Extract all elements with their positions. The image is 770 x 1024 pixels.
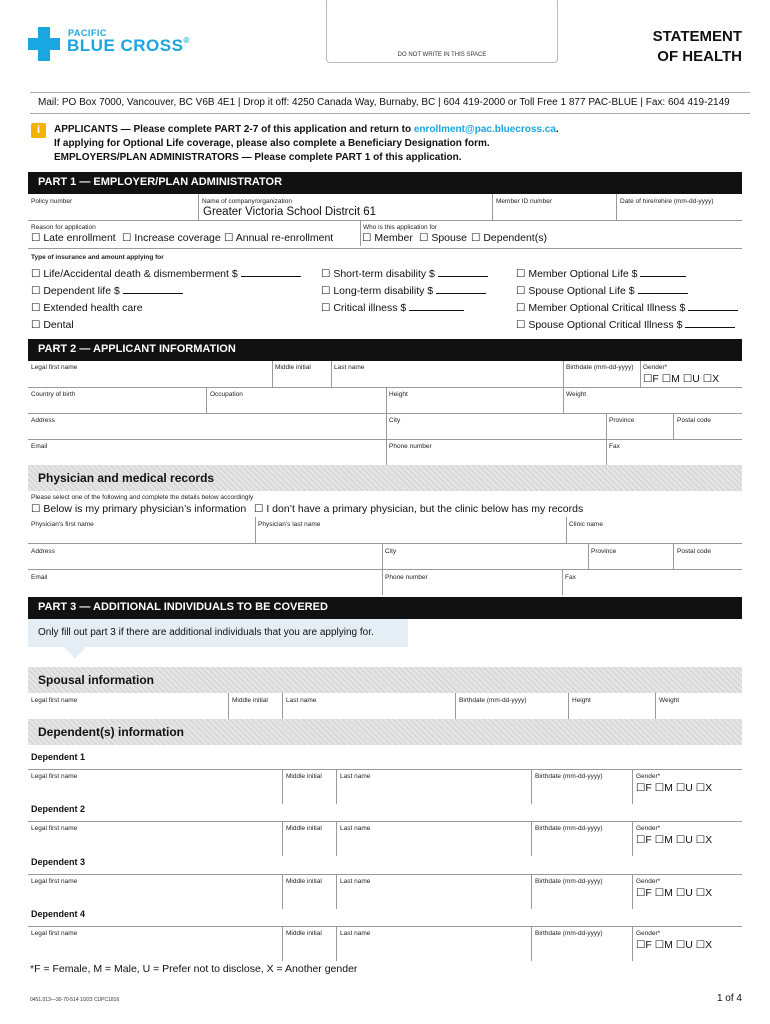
last-name-field[interactable]: Last name (334, 364, 365, 371)
spouse-middle-initial-field[interactable]: Middle initial (232, 697, 268, 704)
city-field[interactable]: City (389, 417, 401, 424)
spouse-weight-field[interactable]: Weight (659, 697, 680, 704)
dependent-birthdate-field[interactable]: Birthdate (mm-dd-yyyy) (535, 825, 603, 832)
dependent-gender-options[interactable]: ☐F ☐M ☐U ☐X (636, 939, 713, 951)
life-add-checkbox[interactable]: ☐ Life/Accidental death & dismemberment $ (31, 268, 301, 280)
primary-physician-checkbox[interactable]: ☐ Below is my primary physician’s information (31, 503, 247, 515)
late-enrollment-checkbox[interactable]: ☐ Late enrollment (31, 232, 116, 244)
physician-phone-field[interactable]: Phone number (385, 574, 428, 581)
dependent-birthdate-field[interactable]: Birthdate (mm-dd-yyyy) (535, 930, 603, 937)
part1-header: PART 1 — EMPLOYER/PLAN ADMINISTRATOR (28, 172, 742, 194)
dependent-last-name-field[interactable]: Last name (340, 825, 371, 832)
dependent-gender-label: Gender* (636, 773, 661, 780)
dependent-title: Dependent 4 (31, 909, 86, 919)
physician-instruction: Please select one of the following and complete the details below accordingly (31, 494, 254, 501)
dependent-title: Dependent 2 (31, 804, 86, 814)
birthdate-field[interactable]: Birthdate (mm-dd-yyyy) (566, 364, 634, 371)
country-of-birth-field[interactable]: Country of birth (31, 391, 76, 398)
dependent-gender-label: Gender* (636, 878, 661, 885)
member-optional-ci-checkbox[interactable]: ☐ Member Optional Critical Illness $ (516, 302, 738, 314)
member-checkbox[interactable]: ☐ Member (362, 232, 413, 244)
short-term-disability-checkbox[interactable]: ☐ Short-term disability $ (321, 268, 488, 280)
physician-last-name-field[interactable]: Physician’s last name (258, 521, 321, 528)
email-field[interactable]: Email (31, 443, 48, 450)
dependent-last-name-field[interactable]: Last name (340, 930, 371, 937)
dependent-birthdate-field[interactable]: Birthdate (mm-dd-yyyy) (535, 773, 603, 780)
form-number: 0451.013—30-70-514 10/23 CUPC1816 (30, 997, 120, 1003)
province-field[interactable]: Province (609, 417, 635, 424)
page-number: 1 of 4 (716, 993, 742, 1004)
part3-callout: Only fill out part 3 if there are additional individuals that you are applying for. (28, 619, 408, 647)
phone-field[interactable]: Phone number (389, 443, 432, 450)
dependent-first-name-field[interactable]: Legal first name (31, 773, 78, 780)
dependent-middle-initial-field[interactable]: Middle initial (286, 930, 322, 937)
spouse-optional-ci-checkbox[interactable]: ☐ Spouse Optional Critical Illness $ (516, 319, 735, 331)
critical-illness-checkbox[interactable]: ☐ Critical illness $ (321, 302, 464, 314)
spouse-optional-life-checkbox[interactable]: ☐ Spouse Optional Life $ (516, 285, 688, 297)
fax-field[interactable]: Fax (609, 443, 620, 450)
postal-code-field[interactable]: Postal code (677, 417, 711, 424)
dependent-title: Dependent 1 (31, 752, 86, 762)
physician-city-field[interactable]: City (385, 548, 397, 555)
brand-name: BLUE CROSS® (67, 36, 190, 55)
dependents-checkbox[interactable]: ☐ Dependent(s) (471, 232, 547, 244)
dependent-life-checkbox[interactable]: ☐ Dependent life $ (31, 285, 183, 297)
dependent-title: Dependent 3 (31, 857, 86, 867)
dependent-birthdate-field[interactable]: Birthdate (mm-dd-yyyy) (535, 878, 603, 885)
part2-header: PART 2 — APPLICANT INFORMATION (28, 339, 742, 361)
email-link[interactable]: enrollment@pac.bluecross.ca (413, 124, 556, 135)
callout-pointer (64, 647, 86, 659)
spouse-checkbox[interactable]: ☐ Spouse (419, 232, 467, 244)
spouse-height-field[interactable]: Height (572, 697, 591, 704)
dependent-gender-label: Gender* (636, 825, 661, 832)
physician-fax-field[interactable]: Fax (565, 574, 576, 581)
clinic-records-checkbox[interactable]: ☐ I don’t have a primary physician, but the clinic below has my records (254, 503, 584, 515)
dental-checkbox[interactable]: ☐ Dental (31, 319, 74, 331)
weight-field[interactable]: Weight (566, 391, 587, 398)
dependents-header: Dependent(s) information (28, 719, 742, 745)
info-icon: i (31, 123, 46, 138)
physician-province-field[interactable]: Province (591, 548, 617, 555)
page-title: STATEMENT OF HEALTH (652, 28, 742, 65)
insurance-type-label: Type of insurance and amount applying for (31, 254, 164, 261)
policy-number-field[interactable]: Policy number (31, 198, 73, 205)
gender-options[interactable]: ☐F ☐M ☐U ☐X (643, 373, 720, 385)
dependent-gender-options[interactable]: ☐F ☐M ☐U ☐X (636, 782, 713, 794)
increase-coverage-checkbox[interactable]: ☐ Increase coverage (122, 232, 221, 244)
company-field[interactable]: Greater Victoria School Distrcit 61 (203, 206, 376, 218)
dependent-middle-initial-field[interactable]: Middle initial (286, 825, 322, 832)
gender-footnote: *F = Female, M = Male, U = Prefer not to disclose, X = Another gender (30, 963, 358, 975)
instructions: APPLICANTS — Please complete PART 2-7 of this application and return to enrollment@pac.bluecross.ca. If applying for Optional Life coverage, please also complete a Beneficiary Designation form. EMPLOYERS/PLAN ADMINISTRATORS — Please complete PART 1 of this application. (54, 124, 559, 163)
dependent-first-name-field[interactable]: Legal first name (31, 825, 78, 832)
annual-reenrollment-checkbox[interactable]: ☐ Annual re-enrollment (224, 232, 334, 244)
legal-first-name-field[interactable]: Legal first name (31, 364, 78, 371)
dependent-last-name-field[interactable]: Last name (340, 878, 371, 885)
company-label: Name of company/organization (202, 198, 292, 205)
logo-cross-icon (28, 27, 60, 61)
spouse-last-name-field[interactable]: Last name (286, 697, 317, 704)
office-use-label: DO NOT WRITE IN THIS SPACE (397, 52, 487, 58)
extended-health-checkbox[interactable]: ☐ Extended health care (31, 302, 143, 314)
dependent-last-name-field[interactable]: Last name (340, 773, 371, 780)
dependent-gender-label: Gender* (636, 930, 661, 937)
member-optional-life-checkbox[interactable]: ☐ Member Optional Life $ (516, 268, 686, 280)
dependent-gender-options[interactable]: ☐F ☐M ☐U ☐X (636, 887, 713, 899)
dependent-middle-initial-field[interactable]: Middle initial (286, 773, 322, 780)
hire-date-field[interactable]: Date of hire/rehire (mm-dd-yyyy) (620, 198, 714, 205)
spouse-first-name-field[interactable]: Legal first name (31, 697, 78, 704)
address-field[interactable]: Address (31, 417, 55, 424)
spousal-header: Spousal information (28, 667, 742, 693)
long-term-disability-checkbox[interactable]: ☐ Long-term disability $ (321, 285, 486, 297)
physician-postal-field[interactable]: Postal code (677, 548, 711, 555)
physician-first-name-field[interactable]: Physician’s first name (31, 521, 94, 528)
physician-header: Physician and medical records (28, 465, 742, 491)
height-field[interactable]: Height (389, 391, 408, 398)
dependent-gender-options[interactable]: ☐F ☐M ☐U ☐X (636, 834, 713, 846)
middle-initial-field[interactable]: Middle initial (275, 364, 311, 371)
dependent-first-name-field[interactable]: Legal first name (31, 878, 78, 885)
physician-address-field[interactable]: Address (31, 548, 55, 555)
dependent-middle-initial-field[interactable]: Middle initial (286, 878, 322, 885)
who-label: Who is this application for (363, 224, 438, 231)
physician-email-field[interactable]: Email (31, 574, 48, 581)
occupation-field[interactable]: Occupation (210, 391, 243, 398)
brand-name-small: PACIFIC (68, 28, 107, 38)
clinic-name-field[interactable]: Clinic name (569, 521, 603, 528)
gender-label: Gender* (643, 364, 668, 371)
member-id-field[interactable]: Member ID number (496, 198, 552, 205)
reason-label: Reason for application (31, 224, 96, 231)
part3-header: PART 3 — ADDITIONAL INDIVIDUALS TO BE COVERED (28, 597, 742, 619)
spouse-birthdate-field[interactable]: Birthdate (mm-dd-yyyy) (459, 697, 527, 704)
dependent-first-name-field[interactable]: Legal first name (31, 930, 78, 937)
contact-line: Mail: PO Box 7000, Vancouver, BC V6B 4E1 | Drop it off: 4250 Canada Way, Burnaby, BC | 604 419-2000 or Toll Free 1 877 PAC-BLUE | Fax: 604 419-2149 (30, 92, 750, 114)
